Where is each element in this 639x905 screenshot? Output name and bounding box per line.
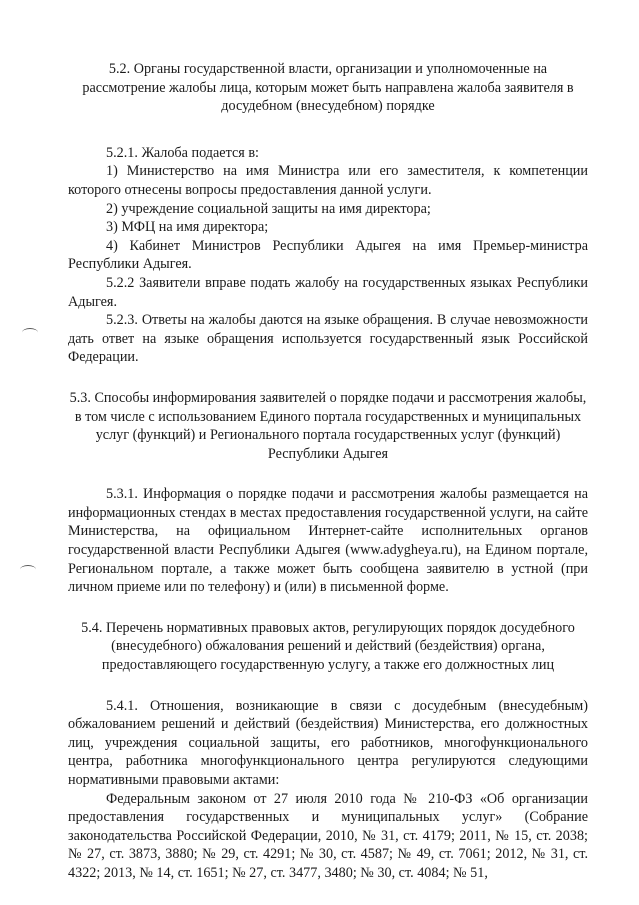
paragraph-5-2-3: 5.2.3. Ответы на жалобы даются на языке обращения. В случае невозможности дать ответ на языке обращения используется государственный язык Российской Федерации. (68, 312, 588, 366)
list-item-cabinet: 4) Кабинет Министров Республики Адыгея на имя Премьер-министра Республики Адыгея. (68, 237, 588, 273)
document-body (68, 60, 588, 883)
paragraph-federal-law: Федеральным законом от 27 июля 2010 года № 210-ФЗ «Об организации предоставления государственных и муниципальных услуг» (Собрание законодательства Российской Федерации, 2010, № 31, ст. 4179; 2011, № 15, ст. 2038; № 27, ст. 3873, 3880; № 29, ст. 4291; № 30, ст. 4587; № 49, ст. 7061; 2012, № 31, ст. 4322; 2013, № 14, ст. 1651; № 27, ст. 3477, 3480; № 30, ст. 4084; № 51, (68, 790, 588, 881)
paragraph-5-2-2: 5.2.2 Заявители вправе подать жалобу на государственных языках Республики Адыгея. (68, 274, 588, 310)
section-5-2-heading: 5.2. Органы государственной власти, организации и уполномоченные на рассмотрение жалобы лица, которым может быть направлена жалоба заявителя в досудебном (внесудебном) порядке (82, 61, 574, 115)
section-5-3-heading: 5.3. Способы информирования заявителей о порядке подачи и рассмотрения жалобы, в том числе с использованием Единого портала государственных и муниципальных услуг (функций) и Регионального портала государственных услуг (функций) Республики Адыгея (69, 389, 587, 462)
section-5-4-heading: 5.4. Перечень нормативных правовых актов, регулирующих порядок досудебного (внесудебного) обжалования решений и действий (бездействия) органа, предоставляющего государственную услугу, а также его должностных лиц (81, 619, 575, 674)
paragraph-5-3-1: 5.3.1. Информация о порядке подачи и рассмотрения жалобы размещается на информационных стендах в местах предоставления государственной услуги, на сайте Министерства, на официальном Интернет-сайте исполнительных органов государственной власти Республики Адыгея (www.adygheya.ru), на Едином портале, Региональном портале, а также может быть сообщена заявителю в устной (при личном приеме или по телефону) и (или) в письменной форме. (68, 486, 588, 596)
scan-margin-mark (20, 565, 36, 574)
list-item-social-institution: 2) учреждение социальной защиты на имя директора; (106, 200, 431, 217)
paragraph-5-2-1: 5.2.1. Жалоба подается в: (106, 144, 259, 161)
list-item-ministry: 1) Министерство на имя Министра или его заместителя, к компетенции которого отнесены вопросы предоставления данной услуги. (68, 163, 588, 198)
scan-margin-mark (22, 328, 38, 337)
paragraph-5-4-1: 5.4.1. Отношения, возникающие в связи с досудебным (внесудебным) обжалованием решений и действий (бездействия) Министерства, его должностных лиц, учреждения социальной защиты, его работников, многофункционального центра, работника многофункционального центра регулируются следующими нормативными правовыми актами: (68, 697, 588, 788)
list-item-mfc: 3) МФЦ на имя директора; (106, 219, 269, 236)
